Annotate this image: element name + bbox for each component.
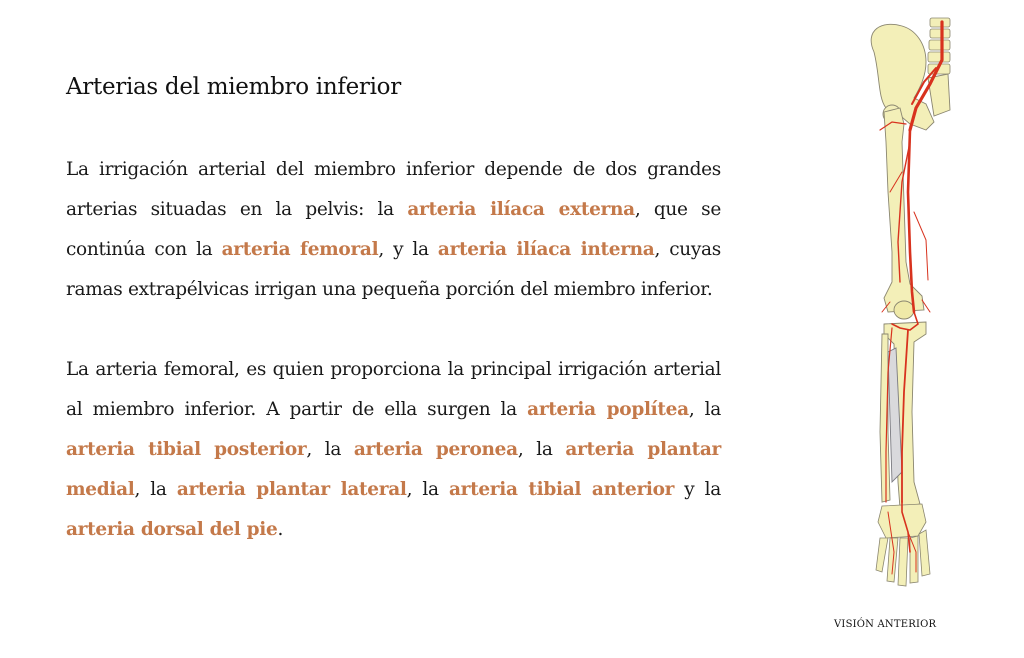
link-arteria-tibial-posterior[interactable]: arteria tibial posterior	[66, 439, 307, 460]
article-body	[66, 150, 721, 550]
link-arteria-femoral[interactable]: arteria femoral	[221, 239, 379, 260]
figure-caption: VISIÓN ANTERIOR	[834, 619, 937, 630]
link-arteria-peronea[interactable]: arteria peronea	[353, 439, 518, 460]
link-arteria-iliaca-externa[interactable]: arteria ilíaca externa	[407, 199, 635, 220]
femur-bone	[883, 105, 924, 312]
patella-bone	[894, 301, 914, 319]
paragraph-intro: La irrigación arterial del miembro inferior depende de dos grandes arterias situadas en la pelvis: la arteria ilíaca externa, que se continúa con la arteria femoral, y la arteria ilíaca interna, cuyas ramas extrapélvicas irrigan una pequeña porción del miembro inferior.	[66, 159, 721, 300]
lower-limb-arteries-illustration	[830, 12, 960, 612]
link-arteria-tibial-anterior[interactable]: arteria tibial anterior	[448, 479, 675, 500]
link-arteria-plantar-lateral[interactable]: arteria plantar lateral	[176, 479, 407, 500]
page-title: Arterias del miembro inferior	[66, 74, 401, 100]
paragraph-femoral: La arteria femoral, es quien proporciona la principal irrigación arterial al miembro inferior. A partir de ella surgen la arteria poplítea, la arteria tibial posterior, la arteria peronea, la arteria plantar medial, la arteria plantar lateral, la arteria tibial anterior y la arteria dorsal del pie.	[66, 359, 721, 540]
link-arteria-plantar-medial[interactable]: arteria plantar medial	[66, 439, 721, 500]
link-arteria-poplitea[interactable]: arteria poplítea	[527, 399, 689, 420]
link-arteria-dorsal-del-pie[interactable]: arteria dorsal del pie	[66, 519, 278, 540]
link-arteria-iliaca-interna[interactable]: arteria ilíaca interna	[437, 239, 655, 260]
